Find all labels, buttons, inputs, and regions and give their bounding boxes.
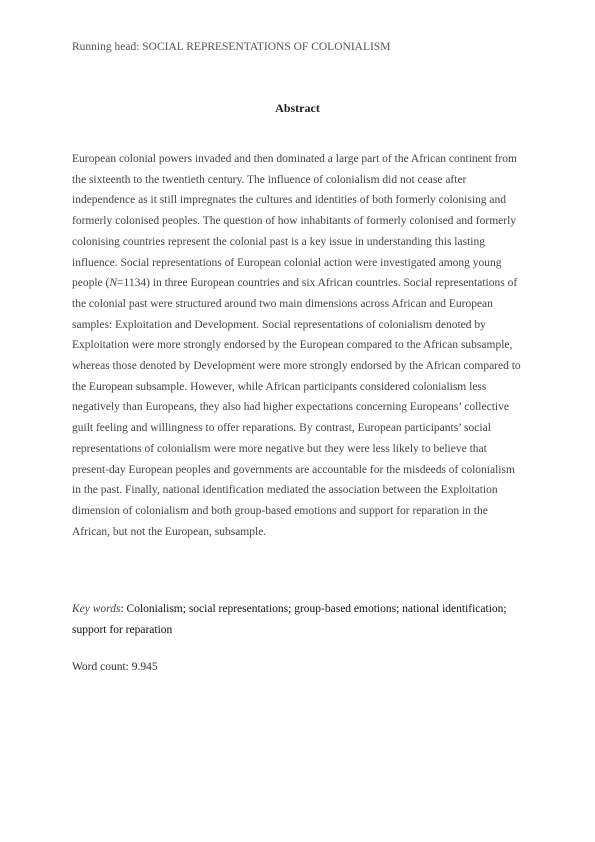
keywords-separator: : (120, 603, 127, 615)
abstract-title: Abstract (275, 101, 320, 115)
abstract-text-part1: European colonial powers invaded and then dominated a large part of the African continent from the sixteenth to the twentieth century. The influence of colonialism did not cease after independence as it still impregnates the cultures and identities of both formerly colonising and formerly colonised peoples. The question of how inhabitants of formerly colonised and formerly colonising countries represent the colonial past is a key issue in understanding this lasting influence. Social representations of European colonial action were investigated among young people ( (72, 153, 517, 290)
abstract-text-part2: =1134) in three European countries and six African countries. Social representations of the colonial past were structured around two main dimensions across African and European samples: Exploitation and Development. Social representations of colonialism denoted by Exploitation were more strongly endorsed by the European compared to the African subsample, whereas those denoted by Development were more strongly endorsed by the African compared to the European subsample. However, while African participants considered colonialism less negatively than Europeans, they also had higher expectations concerning Europeans’ collective guilt feeling and willingness to offer reparations. By contrast, European participants’ social representations of colonialism were more negative but they were less likely to believe that present-day European peoples and governments are accountable for the misdeeds of colonialism in the past. Finally, national identification mediated the association between the Exploitation dimension of colonialism and both group-based emotions and support for reparation in the African, but not the European, subsample. (72, 277, 521, 538)
keywords-label: Key words (72, 603, 121, 615)
running-head: Running head: SOCIAL REPRESENTATIONS OF COLONIALISM (72, 41, 391, 53)
word-count: Word count: 9.945 (72, 661, 158, 673)
abstract-body (72, 149, 524, 542)
keywords-text: Colonialism; social representations; group-based emotions; national identification; support for reparation (72, 603, 507, 636)
keywords (72, 599, 524, 640)
sample-size-symbol: N (109, 277, 118, 290)
